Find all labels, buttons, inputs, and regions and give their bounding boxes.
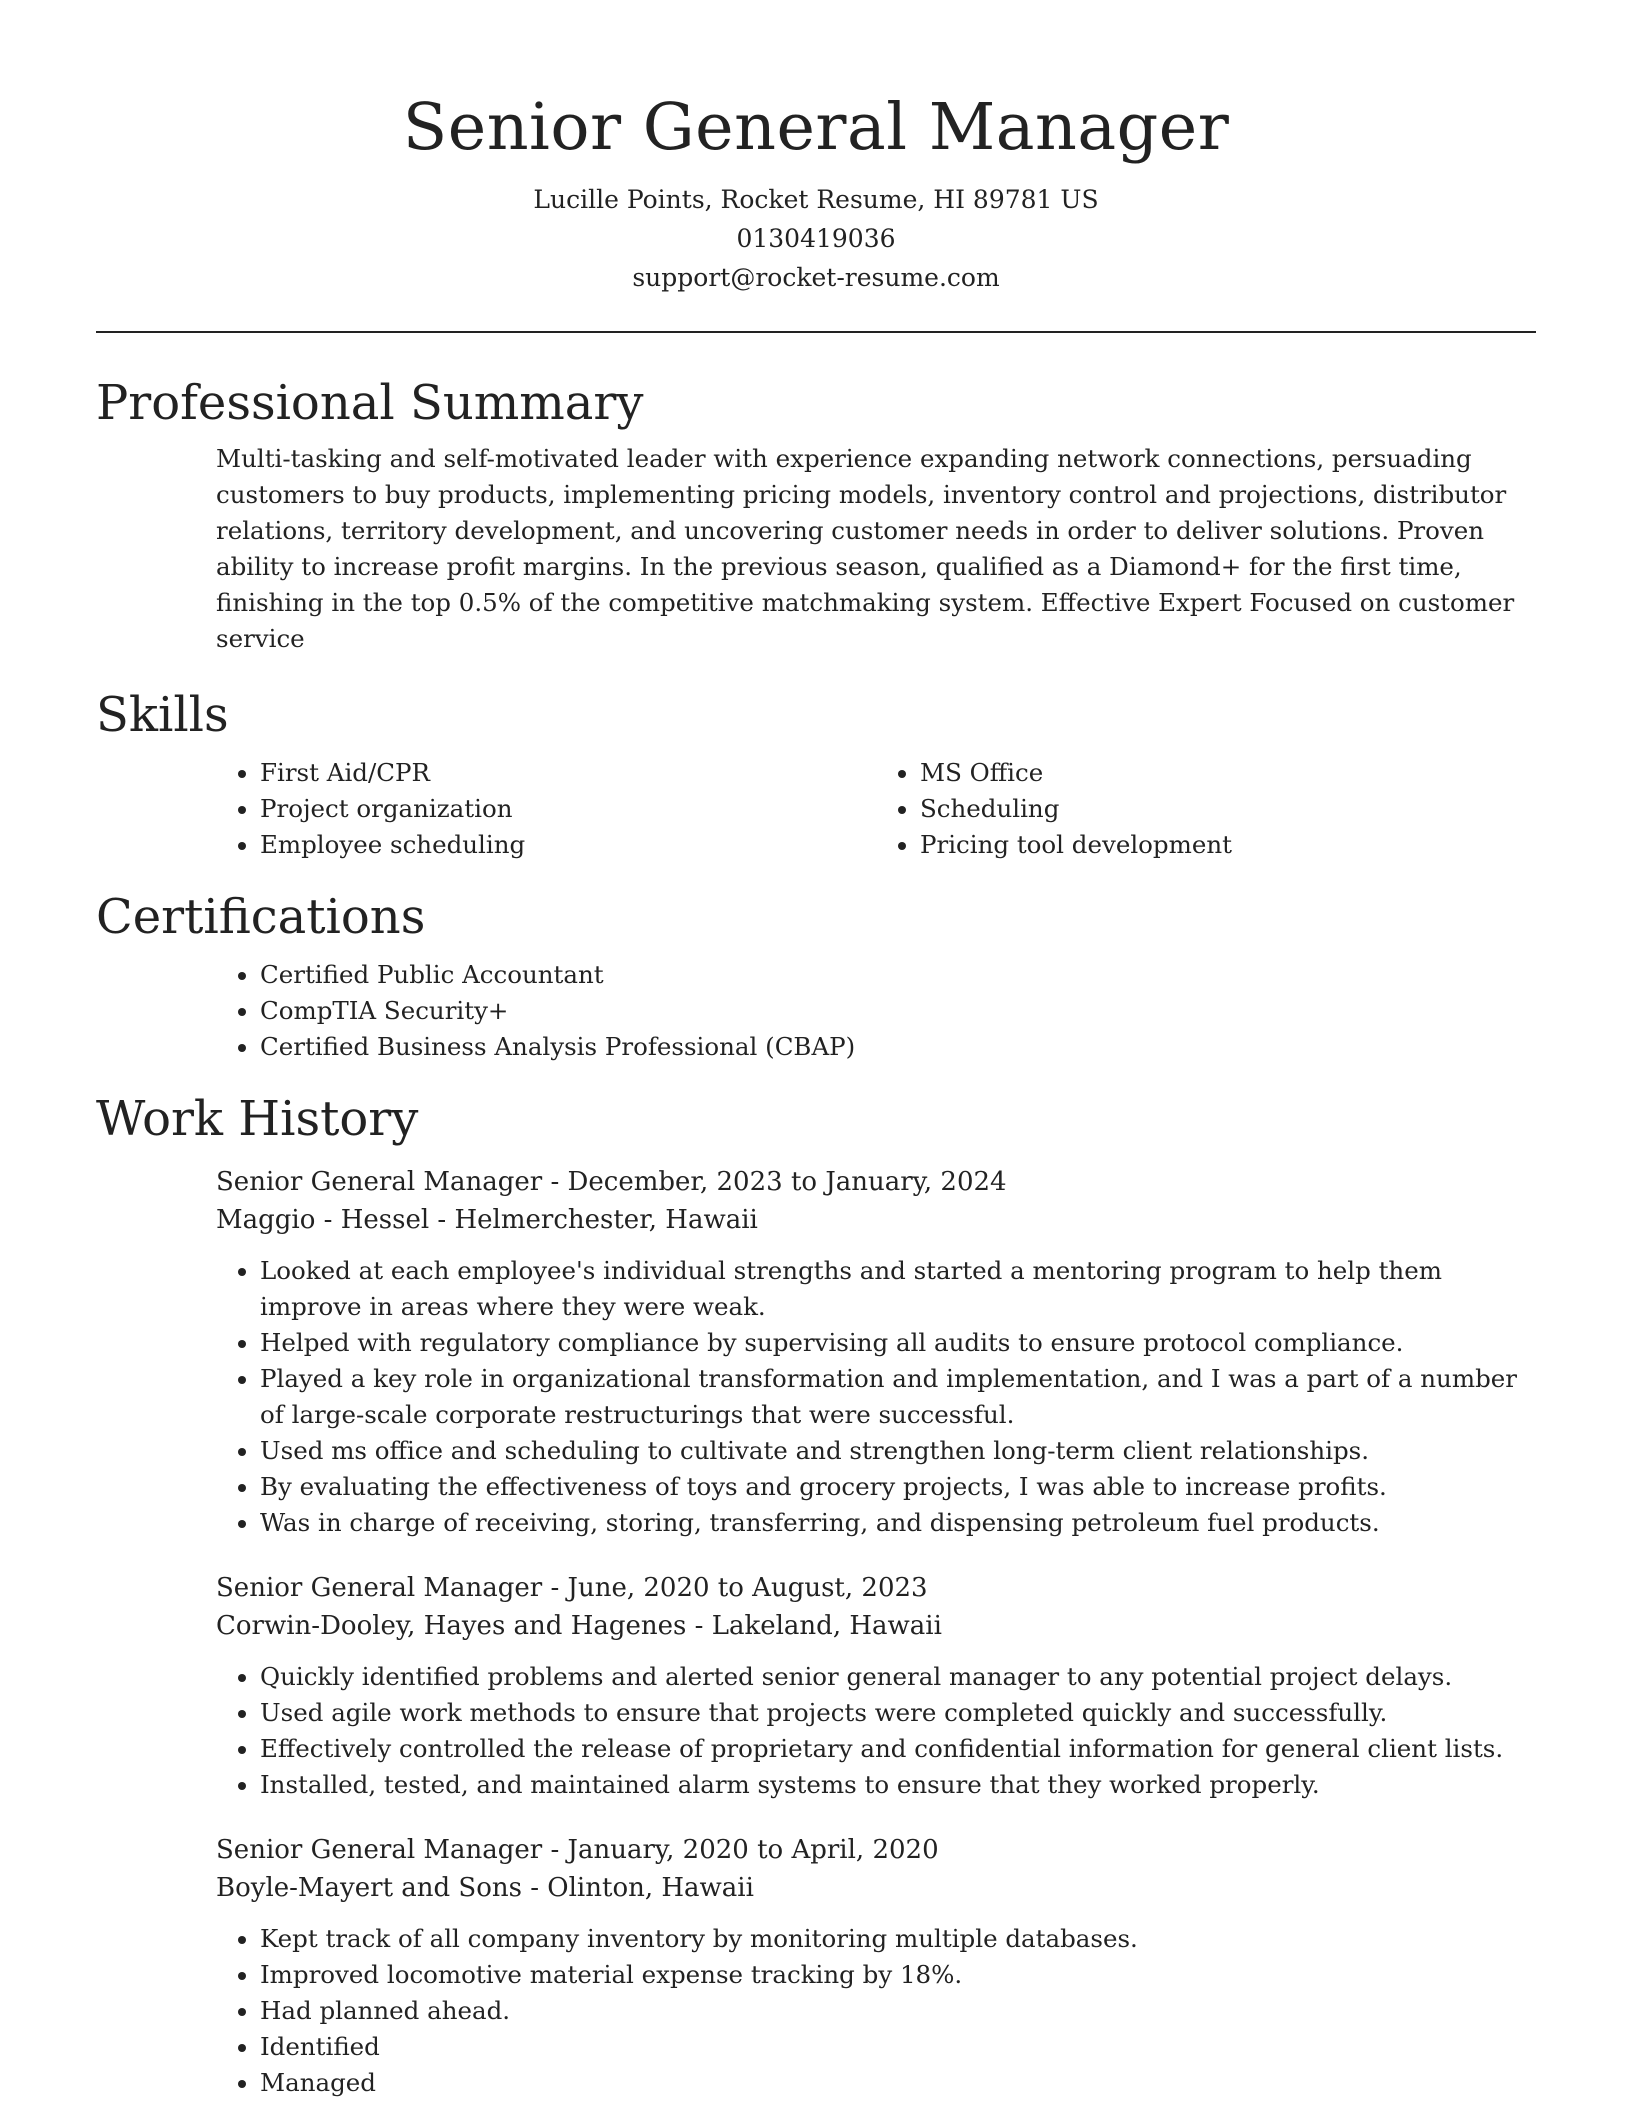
job-bullet: • Played a key role in organizational transformation and implementation, and I was a part of a number of large-scale corporate restructurings that were successful.	[260, 1361, 1536, 1433]
work-history-section	[96, 1089, 1536, 2101]
job-company-line	[216, 1201, 1536, 1239]
skills-list-right	[876, 755, 1536, 863]
header-divider	[96, 331, 1536, 333]
certifications-heading: Certifications	[96, 889, 426, 945]
job-title-line	[216, 1831, 1536, 1869]
contact-phone: 0130419036	[736, 224, 896, 253]
job-title-line	[216, 1569, 1536, 1607]
skill-item: • Scheduling	[920, 791, 1536, 827]
skill-item: • First Aid/CPR	[260, 755, 876, 791]
job-entry	[216, 1163, 1536, 1541]
job-bullet: • Had planned ahead.	[260, 1993, 1536, 2029]
job-location: - Helmerchester, Hawaii	[429, 1205, 758, 1235]
job-bullet: • Quickly identified problems and alerted senior general manager to any potential project delays.	[260, 1659, 1536, 1695]
contact-block	[96, 180, 1536, 297]
job-bullet: • Used ms office and scheduling to cultivate and strengthen long-term client relationships.	[260, 1433, 1536, 1469]
job-company: Maggio - Hessel	[216, 1205, 430, 1235]
job-company-line	[216, 1607, 1536, 1645]
job-bullets	[216, 1921, 1536, 2101]
skills-heading: Skills	[96, 687, 229, 743]
job-dates: - December, 2023 to January, 2024	[542, 1167, 1007, 1197]
job-bullet: • Improved locomotive material expense tracking by 18%.	[260, 1957, 1536, 1993]
job-title: Senior General Manager	[216, 1573, 543, 1603]
job-title: Senior General Manager	[216, 1835, 543, 1865]
certification-item: • Certified Public Accountant	[260, 957, 1536, 993]
skills-list-left	[216, 755, 876, 863]
summary-section	[96, 373, 1536, 657]
job-bullet: • Installed, tested, and maintained alarm systems to ensure that they worked properly.	[260, 1767, 1536, 1803]
job-bullet: • Identified	[260, 2029, 1536, 2065]
job-bullet: • Used agile work methods to ensure that projects were completed quickly and successfully.	[260, 1695, 1536, 1731]
job-company-line	[216, 1869, 1536, 1907]
job-entry	[216, 1569, 1536, 1803]
job-bullet: • Helped with regulatory compliance by supervising all audits to ensure protocol compliance.	[260, 1325, 1536, 1361]
job-company: Corwin-Dooley, Hayes and Hagenes	[216, 1611, 687, 1641]
resume-header	[96, 0, 1536, 297]
summary-text: Multi-tasking and self-motivated leader with experience expanding network connections, persuading customers to buy products, implementing pricing models, inventory control and projections, distributor relations, territory development, and uncovering customer needs in order to deliver solutions. Proven ability to increase profit margins. In the previous season, qualified as a Diamond+ for the first time, finishing in the top 0.5% of the competitive matchmaking system. Effective Expert Focused on customer service	[216, 444, 1515, 653]
summary-heading: Professional Summary	[96, 375, 644, 431]
skills-section	[96, 685, 1536, 863]
job-title: Senior General Manager	[216, 1167, 543, 1197]
skill-item: • Pricing tool development	[920, 827, 1536, 863]
job-bullet: • Kept track of all company inventory by monitoring multiple databases.	[260, 1921, 1536, 1957]
contact-address: Lucille Points, Rocket Resume, HI 89781 US	[533, 185, 1099, 214]
certification-item: • CompTIA Security+	[260, 993, 1536, 1029]
job-bullet: • Was in charge of receiving, storing, transferring, and dispensing petroleum fuel products.	[260, 1505, 1536, 1541]
job-bullet: • Effectively controlled the release of proprietary and confidential information for general client lists.	[260, 1731, 1536, 1767]
job-bullet: • By evaluating the effectiveness of toys and grocery projects, I was able to increase profits.	[260, 1469, 1536, 1505]
job-bullet: • Managed	[260, 2065, 1536, 2101]
job-entry	[216, 1831, 1536, 2101]
skill-item: • Employee scheduling	[260, 827, 876, 863]
job-bullet: • Looked at each employee's individual strengths and started a mentoring program to help them improve in areas where they were weak.	[260, 1253, 1536, 1325]
job-location: - Olinton, Hawaii	[521, 1873, 754, 1903]
skills-grid	[216, 755, 1536, 863]
job-location: - Lakeland, Hawaii	[686, 1611, 942, 1641]
resume-page	[96, 0, 1536, 2112]
job-bullets	[216, 1253, 1536, 1541]
job-bullets	[216, 1659, 1536, 1803]
certifications-list	[216, 957, 1536, 1065]
skill-item: • MS Office	[920, 755, 1536, 791]
certification-item: • Certified Business Analysis Professional (CBAP)	[260, 1029, 1536, 1065]
certifications-section	[96, 887, 1536, 1065]
job-dates: - January, 2020 to April, 2020	[542, 1835, 939, 1865]
work-history-heading: Work History	[96, 1091, 419, 1147]
job-dates: - June, 2020 to August, 2023	[542, 1573, 928, 1603]
job-title-line	[216, 1163, 1536, 1201]
contact-email: support@rocket-resume.com	[632, 263, 1000, 292]
candidate-name: Senior General Manager	[402, 90, 1230, 165]
job-company: Boyle-Mayert and Sons	[216, 1873, 522, 1903]
skill-item: • Project organization	[260, 791, 876, 827]
